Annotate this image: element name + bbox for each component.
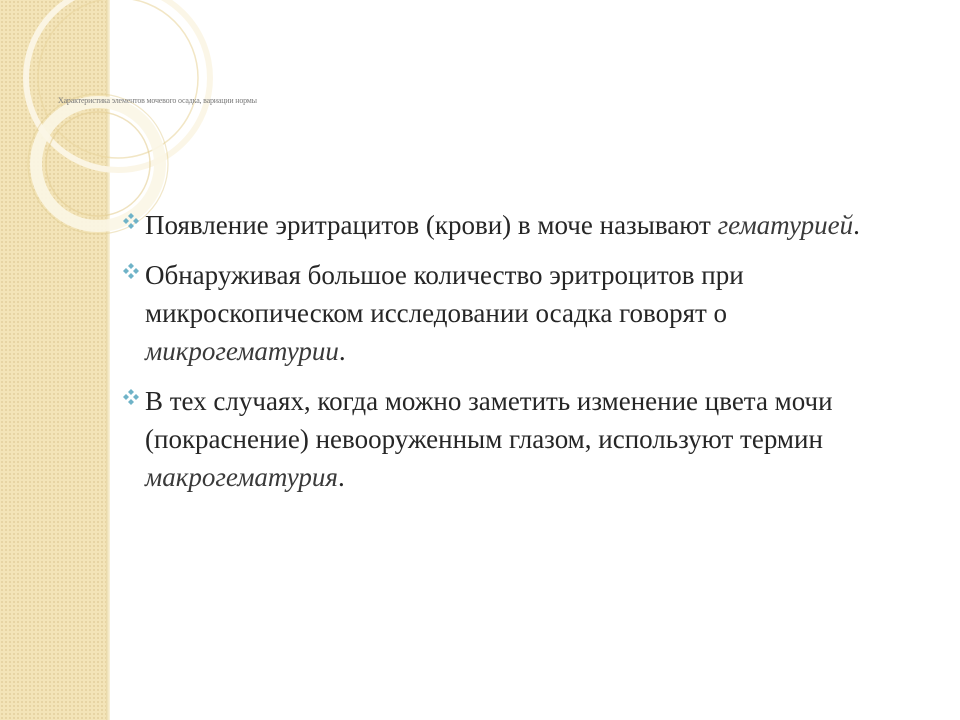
- diamond-bullet-icon: [122, 212, 140, 230]
- bullet-text: Появление эритрацитов (крови) в моче называют: [145, 210, 718, 240]
- list-item: [122, 256, 882, 370]
- side-panel-edge: [106, 0, 110, 720]
- slide-title: Характеристика элементов мочевого осадка, вариации нормы: [58, 96, 257, 105]
- decorative-side-panel: [0, 0, 110, 720]
- diamond-bullet-icon: [122, 262, 140, 280]
- bullet-tail: .: [853, 210, 860, 240]
- diamond-bullet-icon: [122, 388, 140, 406]
- bullet-tail: .: [337, 462, 345, 492]
- bullet-text: Обнаруживая большое количество эритроцитов при микроскопическом исследовании осадка говорят о: [145, 260, 744, 328]
- bullet-text: В тех случаях, когда можно заметить изменение цвета мочи (покраснение) невооруженным глазом, используют термин: [145, 386, 833, 454]
- bullet-term: макрогематурия: [145, 462, 338, 492]
- bullet-tail: .: [338, 336, 346, 366]
- list-item: [122, 206, 882, 244]
- bullet-term: микрогематурии: [145, 336, 339, 366]
- bullet-term: гематурией: [717, 210, 854, 240]
- bullet-list: [122, 206, 882, 508]
- list-item: [122, 382, 882, 496]
